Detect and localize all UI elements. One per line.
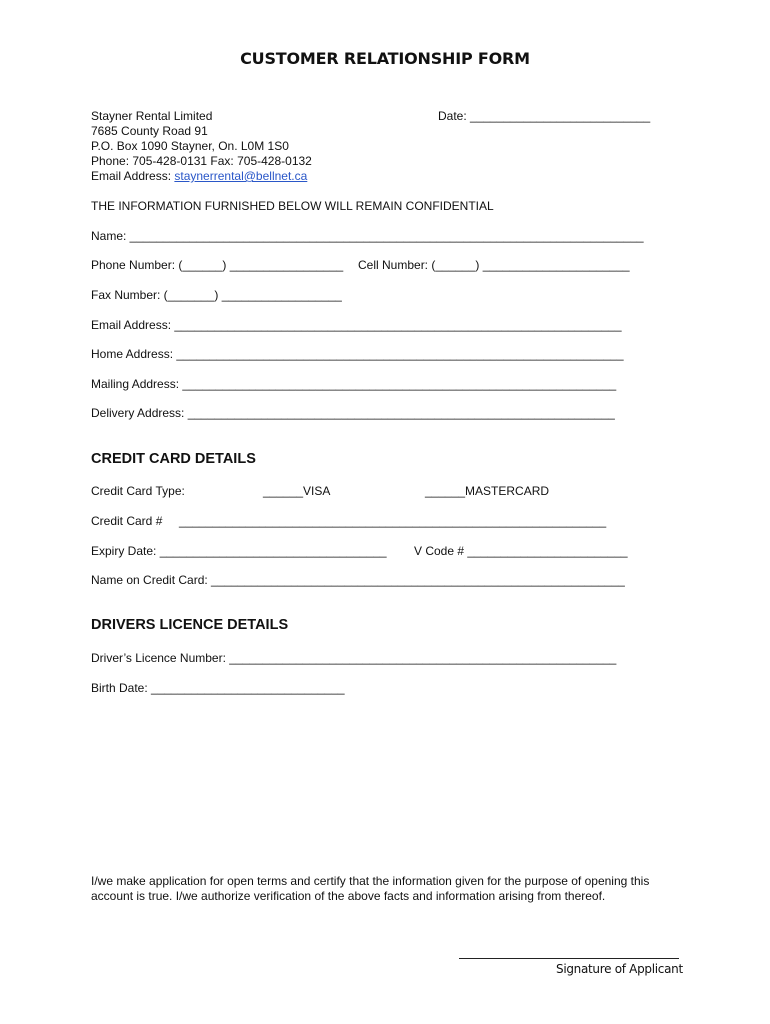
credit-card-heading: CREDIT CARD DETAILS [91, 451, 256, 467]
cell-number-field[interactable]: Cell Number: (______) ______________________ [358, 258, 630, 272]
name-field[interactable]: Name: _____________________________________________________________________________ [91, 229, 644, 243]
email-address-field[interactable]: Email Address: ___________________________________________________________________ [91, 318, 622, 332]
drivers-licence-number-field[interactable]: Driver’s Licence Number: __________________________________________________________ [91, 651, 617, 665]
company-email-link[interactable]: staynerrental@bellnet.ca [174, 169, 308, 183]
drivers-licence-heading: DRIVERS LICENCE DETAILS [91, 617, 289, 633]
company-email-row [91, 169, 307, 184]
date-field[interactable]: Date: ___________________________ [438, 109, 651, 123]
declaration-line-1: I/we make application for open terms and certify that the information given for the purpose of opening this [91, 874, 650, 888]
mailing-address-field[interactable]: Mailing Address: _________________________________________________________________ [91, 377, 617, 391]
home-address-field[interactable]: Home Address: ___________________________________________________________________ [91, 347, 624, 361]
name-on-card-field[interactable]: Name on Credit Card: ______________________________________________________________ [91, 573, 625, 587]
company-street: 7685 County Road 91 [91, 124, 208, 138]
signature-line[interactable] [459, 958, 679, 959]
declaration-line-2: account is true. I/we authorize verification of the above facts and information arising from thereof. [91, 889, 606, 903]
birth-date-field[interactable]: Birth Date: _____________________________ [91, 681, 345, 695]
visa-option[interactable]: ______VISA [263, 484, 331, 498]
fax-number-field[interactable]: Fax Number: (_______) __________________ [91, 288, 342, 302]
company-po-box: P.O. Box 1090 Stayner, On. L0M 1S0 [91, 139, 289, 153]
credit-card-number-field[interactable]: Credit Card # ________________________________________________________________ [91, 514, 607, 528]
company-email-label: Email Address: [91, 169, 175, 183]
v-code-field[interactable]: V Code # ________________________ [414, 544, 628, 558]
mastercard-option[interactable]: ______MASTERCARD [425, 484, 550, 498]
phone-number-field[interactable]: Phone Number: (______) _________________ [91, 258, 344, 272]
credit-card-type-label: Credit Card Type: [91, 484, 185, 498]
signature-label: Signature of Applicant [556, 962, 683, 976]
form-title: CUSTOMER RELATIONSHIP FORM [240, 49, 530, 68]
company-phone-fax: Phone: 705-428-0131 Fax: 705-428-0132 [91, 154, 312, 168]
company-name: Stayner Rental Limited [91, 109, 213, 123]
confidential-note: THE INFORMATION FURNISHED BELOW WILL REMAIN CONFIDENTIAL [91, 199, 494, 213]
delivery-address-field[interactable]: Delivery Address: ________________________________________________________________ [91, 406, 615, 420]
expiry-date-field[interactable]: Expiry Date: __________________________________ [91, 544, 387, 558]
